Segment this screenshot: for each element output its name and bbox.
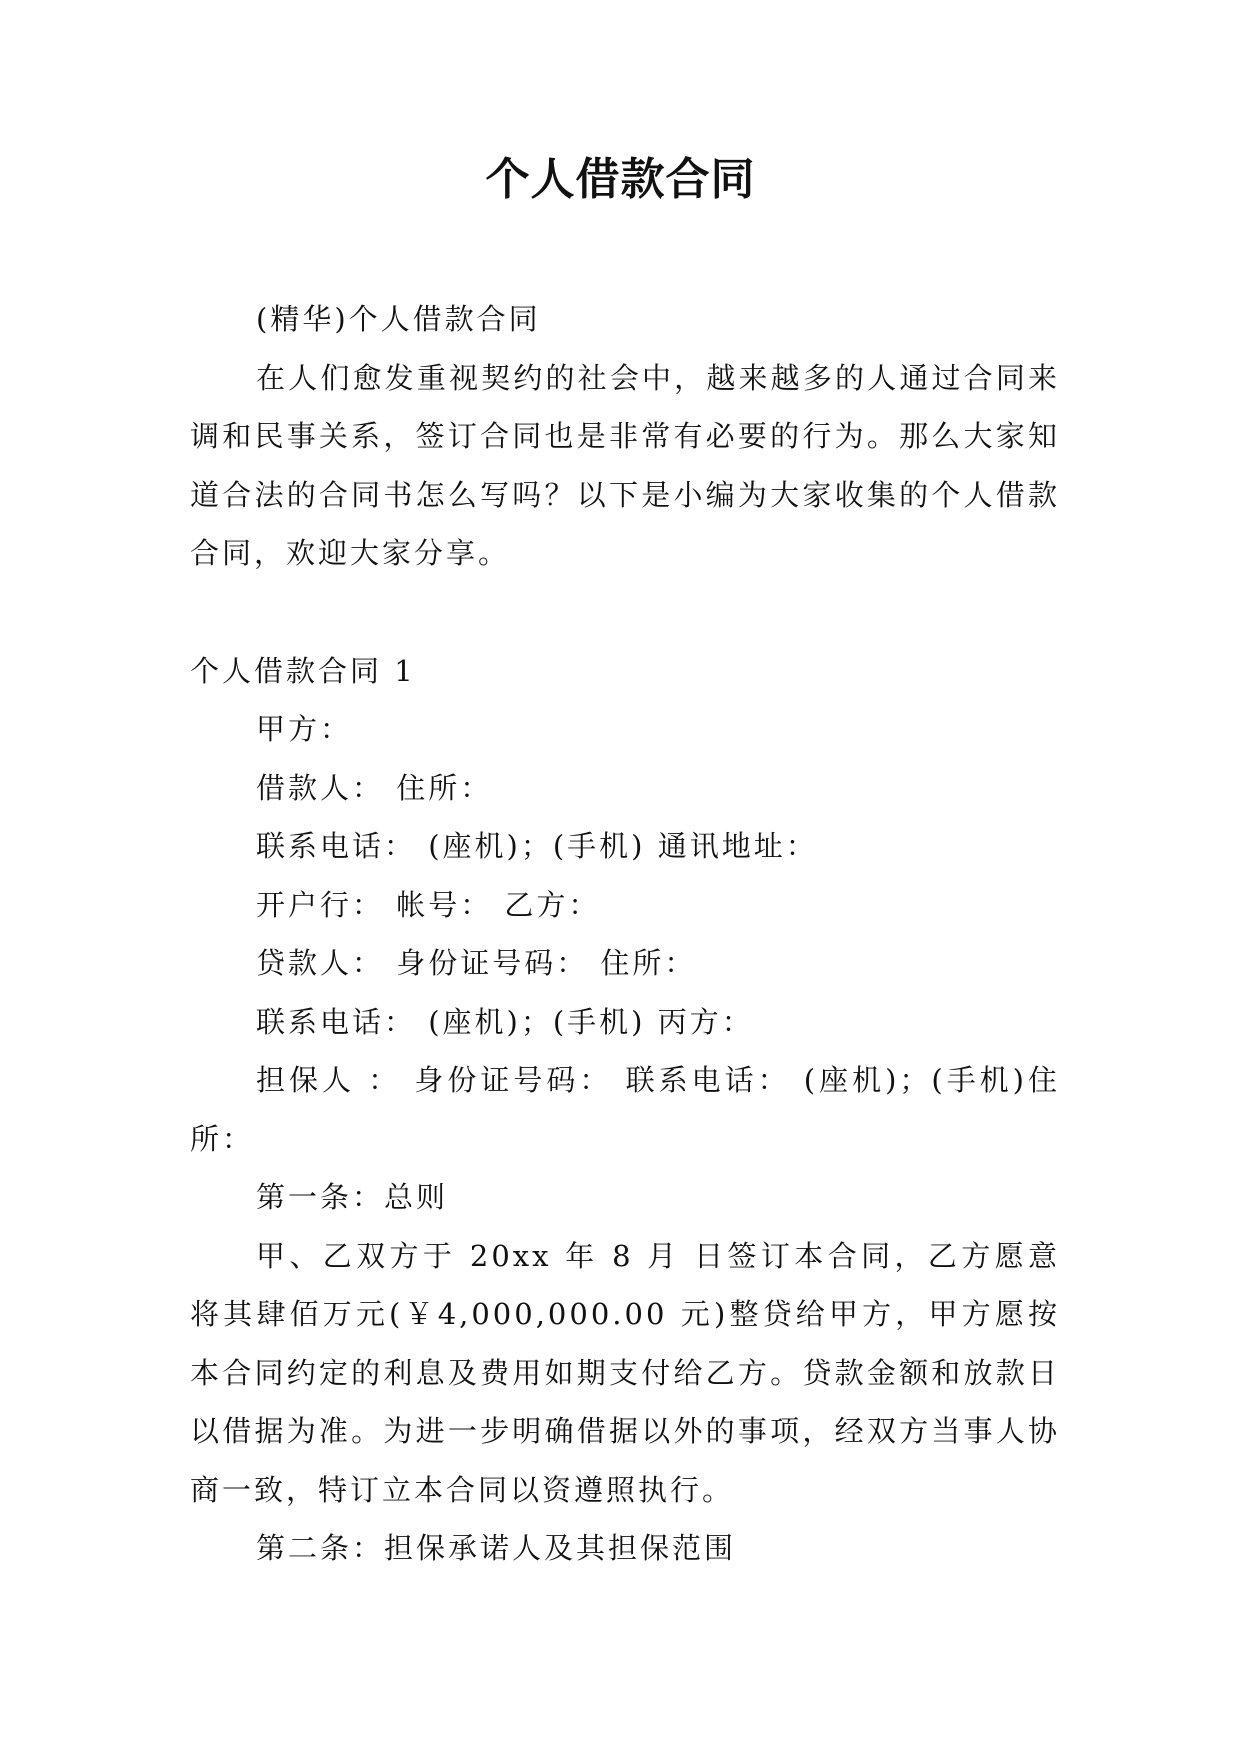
contact-line-2: 联系电话： (座机)；(手机) 丙方：	[256, 1004, 754, 1039]
article-2-heading: 第二条：担保承诺人及其担保范围	[256, 1531, 737, 1565]
party-a-line: 甲方：	[256, 712, 353, 746]
paragraph-gap	[190, 583, 1060, 642]
section-heading: 个人借款合同 1	[190, 653, 416, 688]
article-1-text: 甲、乙双方于 20xx 年 8 月 日签订本合同，乙方愿意将其肆佰万元(￥4,000,000.00 元)整贷给甲方，甲方愿按本合同约定的利息及费用如期支付给乙方。贷款金额和放款日以借据为准。为进一步明确借据以外的事项，经双方当事人协商一致，特订立本合同以资遵照执行。	[190, 1238, 1060, 1507]
intro-label: (精华)个人借款合同	[256, 302, 541, 336]
bank-line: 开户行： 帐号： 乙方：	[256, 887, 601, 922]
article-1-heading: 第一条：总则	[256, 1180, 449, 1214]
borrower-line: 借款人： 住所：	[256, 770, 493, 805]
document-body	[190, 290, 1060, 1578]
contact-line-1: 联系电话： (座机)；(手机) 通讯地址：	[256, 829, 818, 863]
intro-paragraph: 在人们愈发重视契约的社会中，越来越多的人通过合同来调和民事关系，签订合同也是非常有必要的行为。那么大家知道合法的合同书怎么写吗？以下是小编为大家收集的个人借款合同，欢迎大家分享。	[190, 360, 1060, 570]
guarantor-line: 担保人 ： 身份证号码： 联系电话： (座机)；(手机)住所：	[190, 1063, 1060, 1156]
document-title: 个人借款合同	[485, 154, 756, 205]
lender-line: 贷款人： 身份证号码： 住所：	[256, 946, 697, 980]
